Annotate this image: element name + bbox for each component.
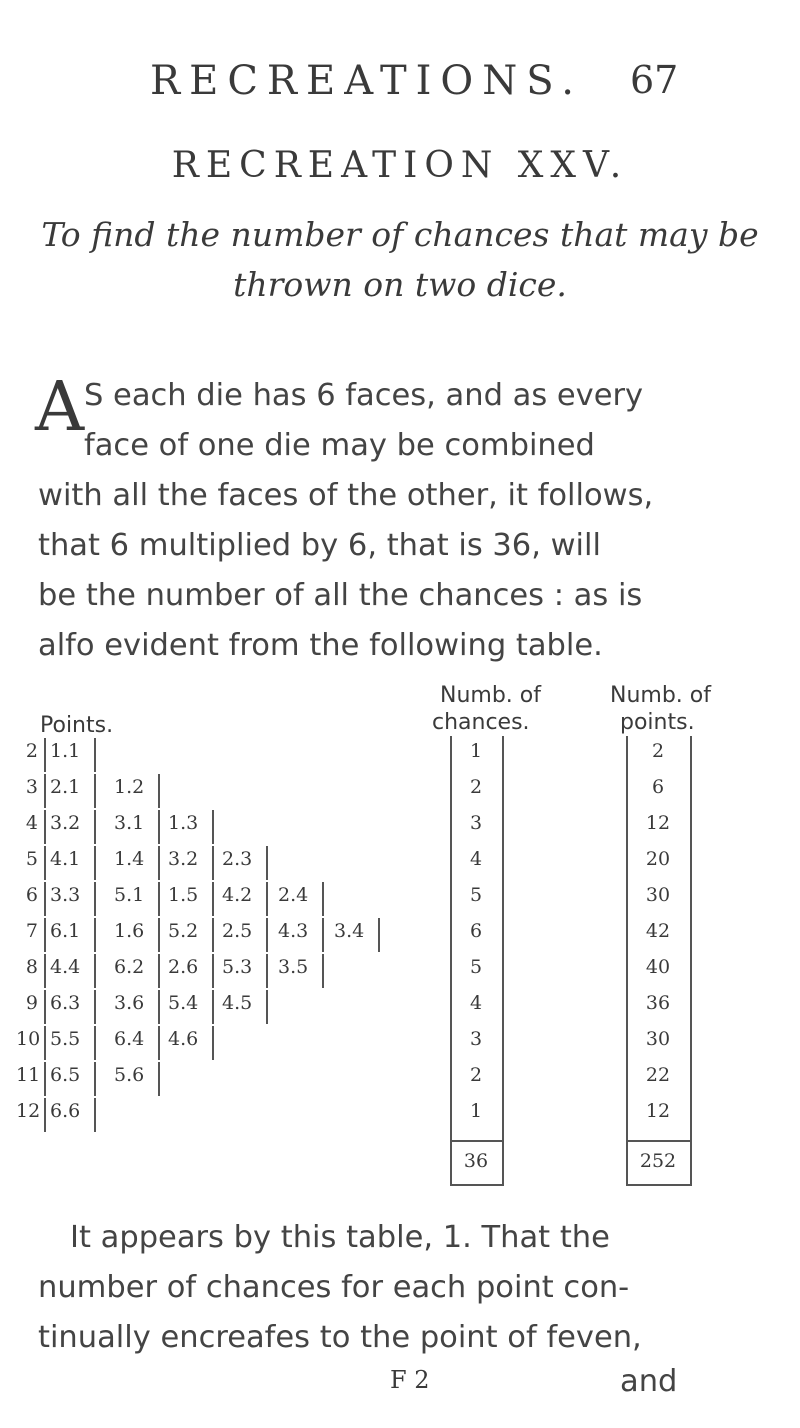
column-rule — [44, 1026, 46, 1060]
total-rule — [626, 1184, 690, 1186]
chances-value: 4 — [469, 992, 483, 1014]
column-rule — [94, 846, 96, 880]
column-rule — [212, 810, 214, 844]
catchword: and — [620, 1364, 678, 1399]
combination-cell: 5.6 — [114, 1064, 145, 1086]
point-value: 12 — [16, 1100, 41, 1122]
chances-total: 36 — [463, 1150, 489, 1172]
total-rule — [626, 1140, 690, 1142]
column-rule — [502, 736, 504, 1186]
combination-cell: 4.6 — [168, 1028, 199, 1050]
chances-value: 6 — [469, 920, 483, 942]
column-rule — [94, 774, 96, 808]
combination-cell: 2.6 — [168, 956, 199, 978]
chances-value: 2 — [469, 776, 483, 798]
combination-cell: 1.4 — [114, 848, 145, 870]
total-rule — [450, 1184, 502, 1186]
combination-cell: 5.1 — [114, 884, 145, 906]
column-rule — [158, 846, 160, 880]
column-rule — [266, 846, 268, 880]
numb-points-value: 30 — [645, 1028, 671, 1050]
point-value: 3 — [25, 776, 38, 798]
column-rule — [212, 990, 214, 1024]
column-rule — [212, 882, 214, 916]
combination-cell: 4.3 — [278, 920, 309, 942]
combination-cell: 6.4 — [114, 1028, 145, 1050]
conclusion-line: number of chances for each point con- — [38, 1270, 630, 1305]
column-rule — [44, 990, 46, 1024]
signature-mark: F 2 — [390, 1366, 430, 1394]
numb-points-value: 30 — [645, 884, 671, 906]
running-head: RECREATIONS. — [150, 58, 583, 104]
column-rule — [322, 882, 324, 916]
combination-cell: 5.4 — [168, 992, 199, 1014]
combination-cell: 6.3 — [50, 992, 81, 1014]
chances-value: 4 — [469, 848, 483, 870]
column-rule — [158, 810, 160, 844]
intro-line: with all the faces of the other, it follows, — [38, 478, 654, 513]
combination-cell: 1.2 — [114, 776, 145, 798]
numb-points-value: 22 — [645, 1064, 671, 1086]
column-rule — [212, 846, 214, 880]
column-rule — [158, 774, 160, 808]
chances-value: 3 — [469, 1028, 483, 1050]
numb-points-value: 6 — [651, 776, 665, 798]
chances-value: 3 — [469, 812, 483, 834]
intro-line: that 6 multiplied by 6, that is 36, will — [38, 528, 601, 563]
combination-cell: 5.5 — [50, 1028, 81, 1050]
combination-cell: 4.5 — [222, 992, 253, 1014]
header-numb-points-1: Numb. of — [610, 683, 711, 708]
column-rule — [266, 882, 268, 916]
conclusion-line: It appears by this table, 1. That the — [70, 1220, 610, 1255]
point-value: 10 — [16, 1028, 41, 1050]
drop-cap: A — [35, 368, 85, 447]
point-value: 8 — [25, 956, 38, 978]
combination-cell: 5.3 — [222, 956, 253, 978]
combination-cell: 6.5 — [50, 1064, 81, 1086]
column-rule — [322, 918, 324, 952]
combination-cell: 1.6 — [114, 920, 145, 942]
chances-value: 2 — [469, 1064, 483, 1086]
combination-cell: 1.5 — [168, 884, 199, 906]
numb-points-value: 12 — [645, 812, 671, 834]
column-rule — [94, 738, 96, 772]
header-points: Points. — [40, 713, 114, 738]
column-rule — [626, 736, 628, 1186]
chances-value: 1 — [469, 1100, 483, 1122]
numb-points-total: 252 — [639, 1150, 677, 1172]
numb-points-value: 12 — [645, 1100, 671, 1122]
intro-line: face of one die may be combined — [84, 428, 595, 463]
column-rule — [94, 1026, 96, 1060]
column-rule — [158, 954, 160, 988]
column-rule — [94, 810, 96, 844]
numb-points-value: 40 — [645, 956, 671, 978]
combination-cell: 2.3 — [222, 848, 253, 870]
chances-value: 5 — [469, 956, 483, 978]
column-rule — [44, 810, 46, 844]
header-chances-1: Numb. of — [440, 683, 541, 708]
column-rule — [212, 1026, 214, 1060]
column-rule — [212, 918, 214, 952]
column-rule — [322, 954, 324, 988]
combination-cell: 6.6 — [50, 1100, 81, 1122]
combination-cell: 4.4 — [50, 956, 81, 978]
combination-cell: 3.2 — [50, 812, 81, 834]
numb-points-value: 20 — [645, 848, 671, 870]
header-numb-points-2: points. — [620, 710, 695, 735]
combination-cell: 6.2 — [114, 956, 145, 978]
intro-line: alfo evident from the following table. — [38, 628, 603, 663]
column-rule — [44, 882, 46, 916]
combination-cell: 3.4 — [334, 920, 365, 942]
column-rule — [94, 918, 96, 952]
intro-line: be the number of all the chances : as is — [38, 578, 643, 613]
combination-cell: 6.1 — [50, 920, 81, 942]
numb-points-value: 36 — [645, 992, 671, 1014]
combination-cell: 1.3 — [168, 812, 199, 834]
point-value: 2 — [25, 740, 38, 762]
combination-cell: 2.4 — [278, 884, 309, 906]
header-chances-2: chances. — [432, 710, 530, 735]
column-rule — [44, 918, 46, 952]
column-rule — [158, 1062, 160, 1096]
column-rule — [690, 736, 692, 1186]
chances-value: 5 — [469, 884, 483, 906]
column-rule — [450, 736, 452, 1186]
conclusion-line: tinually encreafes to the point of feven, — [38, 1320, 642, 1355]
point-value: 4 — [25, 812, 38, 834]
combination-cell: 1.1 — [50, 740, 81, 762]
column-rule — [44, 954, 46, 988]
combination-cell: 3.2 — [168, 848, 199, 870]
chances-value: 1 — [469, 740, 483, 762]
combination-cell: 3.3 — [50, 884, 81, 906]
combination-cell: 3.1 — [114, 812, 145, 834]
point-value: 5 — [25, 848, 38, 870]
total-rule — [450, 1140, 502, 1142]
column-rule — [266, 990, 268, 1024]
column-rule — [94, 882, 96, 916]
column-rule — [266, 918, 268, 952]
column-rule — [44, 1098, 46, 1132]
column-rule — [44, 1062, 46, 1096]
point-value: 9 — [25, 992, 38, 1014]
numb-points-value: 42 — [645, 920, 671, 942]
column-rule — [158, 990, 160, 1024]
point-value: 7 — [25, 920, 38, 942]
combination-cell: 2.5 — [222, 920, 253, 942]
column-rule — [212, 954, 214, 988]
column-rule — [94, 954, 96, 988]
recreation-title: RECREATION XXV. — [171, 145, 629, 186]
combination-cell: 3.6 — [114, 992, 145, 1014]
column-rule — [378, 918, 380, 952]
combination-cell: 2.1 — [50, 776, 81, 798]
column-rule — [94, 1062, 96, 1096]
combination-cell: 3.5 — [278, 956, 309, 978]
combination-cell: 4.1 — [50, 848, 81, 870]
numb-points-value: 2 — [651, 740, 665, 762]
column-rule — [158, 1026, 160, 1060]
recreation-subtitle: To find the number of chances that may be thrown on two dice. — [41, 215, 759, 304]
point-value: 6 — [25, 884, 38, 906]
column-rule — [94, 990, 96, 1024]
column-rule — [94, 1098, 96, 1132]
column-rule — [44, 738, 46, 772]
column-rule — [44, 846, 46, 880]
combination-cell: 4.2 — [222, 884, 253, 906]
column-rule — [158, 882, 160, 916]
page-number: 67 — [630, 58, 679, 102]
point-value: 11 — [16, 1064, 41, 1086]
combination-cell: 5.2 — [168, 920, 199, 942]
column-rule — [266, 954, 268, 988]
column-rule — [44, 774, 46, 808]
column-rule — [158, 918, 160, 952]
intro-line: S each die has 6 faces, and as every — [84, 378, 644, 413]
